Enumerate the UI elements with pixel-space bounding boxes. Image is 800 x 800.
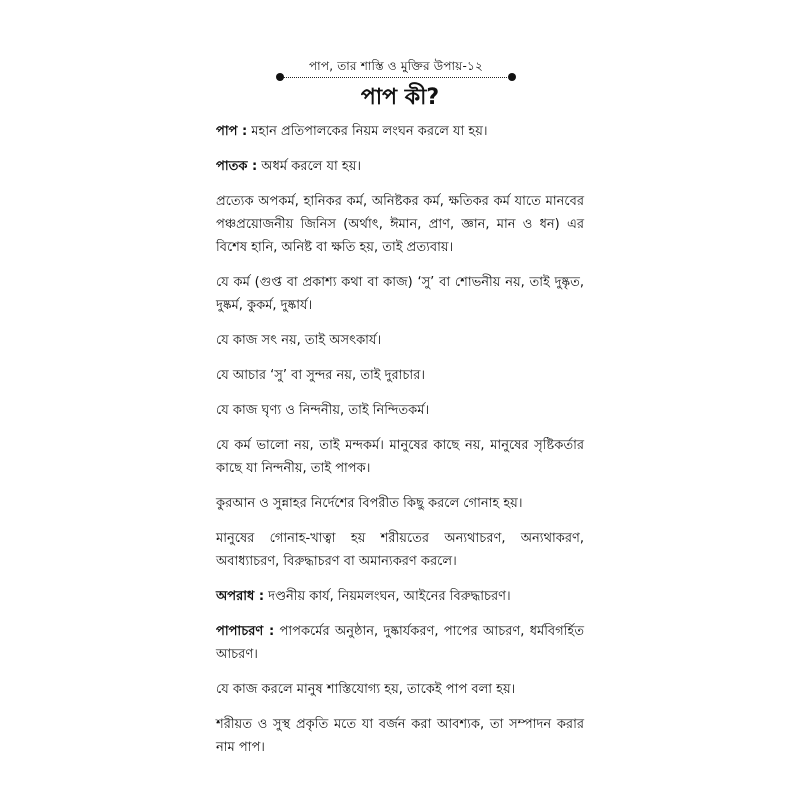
header-rule-right-dot bbox=[508, 73, 516, 81]
defined-term: অপরাধ : bbox=[216, 589, 265, 604]
paragraph-text: অধর্ম করলে যা হয়। bbox=[257, 159, 362, 174]
paragraph bbox=[216, 492, 584, 515]
body-text bbox=[216, 114, 584, 771]
paragraph bbox=[216, 155, 584, 178]
paragraph-text: দণ্ডনীয় কার্য, নিয়মলংঘন, আইনের বিরুদ্ধাচরণ। bbox=[264, 589, 511, 604]
paragraph bbox=[216, 585, 584, 608]
paragraph-text: শরীয়ত ও সুস্থ প্রকৃতি মতে যা বর্জন করা আবশ্যক, তা সম্পাদন করার নাম পাপ। bbox=[216, 717, 584, 755]
paragraph bbox=[216, 678, 584, 701]
paragraph-text: যে কাজ সৎ নয়, তাই অসৎকার্য। bbox=[216, 333, 382, 348]
paragraph bbox=[216, 364, 584, 387]
defined-term: পাপাচরণ : bbox=[216, 624, 275, 639]
paragraph bbox=[216, 271, 584, 317]
paragraph bbox=[216, 620, 584, 666]
paragraph-text: যে কর্ম (গুপ্ত বা প্রকাশ্য কথা বা কাজ) ‘সু’ বা শোভনীয় নয়, তাই দুষ্কৃত, দুষ্কর্ম, কুকর্ম, দুষ্কার্য। bbox=[216, 275, 584, 313]
paragraph-text: কুরআন ও সুন্নাহর নির্দেশের বিপরীত কিছু করলে গোনাহ হয়। bbox=[216, 496, 523, 511]
header-rule bbox=[283, 77, 507, 78]
running-header: পাপ, তার শাস্তি ও মুক্তির উপায়-১২ bbox=[309, 59, 483, 73]
defined-term: পাপ : bbox=[216, 124, 248, 139]
paragraph bbox=[216, 527, 584, 573]
paragraph-text: যে কর্ম ভালো নয়, তাই মন্দকর্ম। মানুষের কাছে নয়, মানুষের সৃষ্টিকর্তার কাছে যা নিন্দনীয়, তাই পাপক। bbox=[216, 438, 584, 476]
paragraph-text: যে আচার ‘সু’ বা সুন্দর নয়, তাই দুরাচার। bbox=[216, 368, 425, 383]
paragraph-text: প্রত্যেক অপকর্ম, হানিকর কর্ম, অনিষ্টকর কর্ম, ক্ষতিকর কর্ম যাতে মানবের পঞ্চপ্রয়োজনীয় জিনিস (অর্থাৎ, ঈমান, প্রাণ, জ্ঞান, মান ও ধন) এর বিশেষ হানি, অনিষ্ট বা ক্ষতি হয়, তাই প্রত্যবায়। bbox=[216, 194, 584, 255]
paragraph bbox=[216, 120, 584, 143]
paragraph bbox=[216, 434, 584, 480]
paragraph bbox=[216, 399, 584, 422]
paragraph-text: যে কাজ ঘৃণ্য ও নিন্দনীয়, তাই নিন্দিতকর্ম। bbox=[216, 403, 430, 418]
paragraph-text: মানুষের গোনাহ-খাত্বা হয় শরীয়তের অন্যথাচরণ, অন্যথাকরণ, অবাধ্যাচরণ, বিরুদ্ধাচরণ বা অমান্যকরণ করলে। bbox=[216, 531, 584, 569]
paragraph bbox=[216, 713, 584, 759]
paragraph-text: মহান প্রতিপালকের নিয়ম লংঘন করলে যা হয়। bbox=[247, 124, 488, 139]
chapter-title: পাপ কী? bbox=[360, 85, 440, 110]
paragraph-text: যে কাজ করলে মানুষ শাস্তিযোগ্য হয়, তাকেই পাপ বলা হয়। bbox=[216, 682, 516, 697]
paragraph bbox=[216, 329, 584, 352]
paragraph-text: পাপকর্মের অনুষ্ঠান, দুষ্কার্যকরণ, পাপের আচরণ, ধর্মবিগর্হিত আচরণ। bbox=[216, 624, 584, 662]
paragraph bbox=[216, 190, 584, 259]
defined-term: পাতক : bbox=[216, 159, 258, 174]
